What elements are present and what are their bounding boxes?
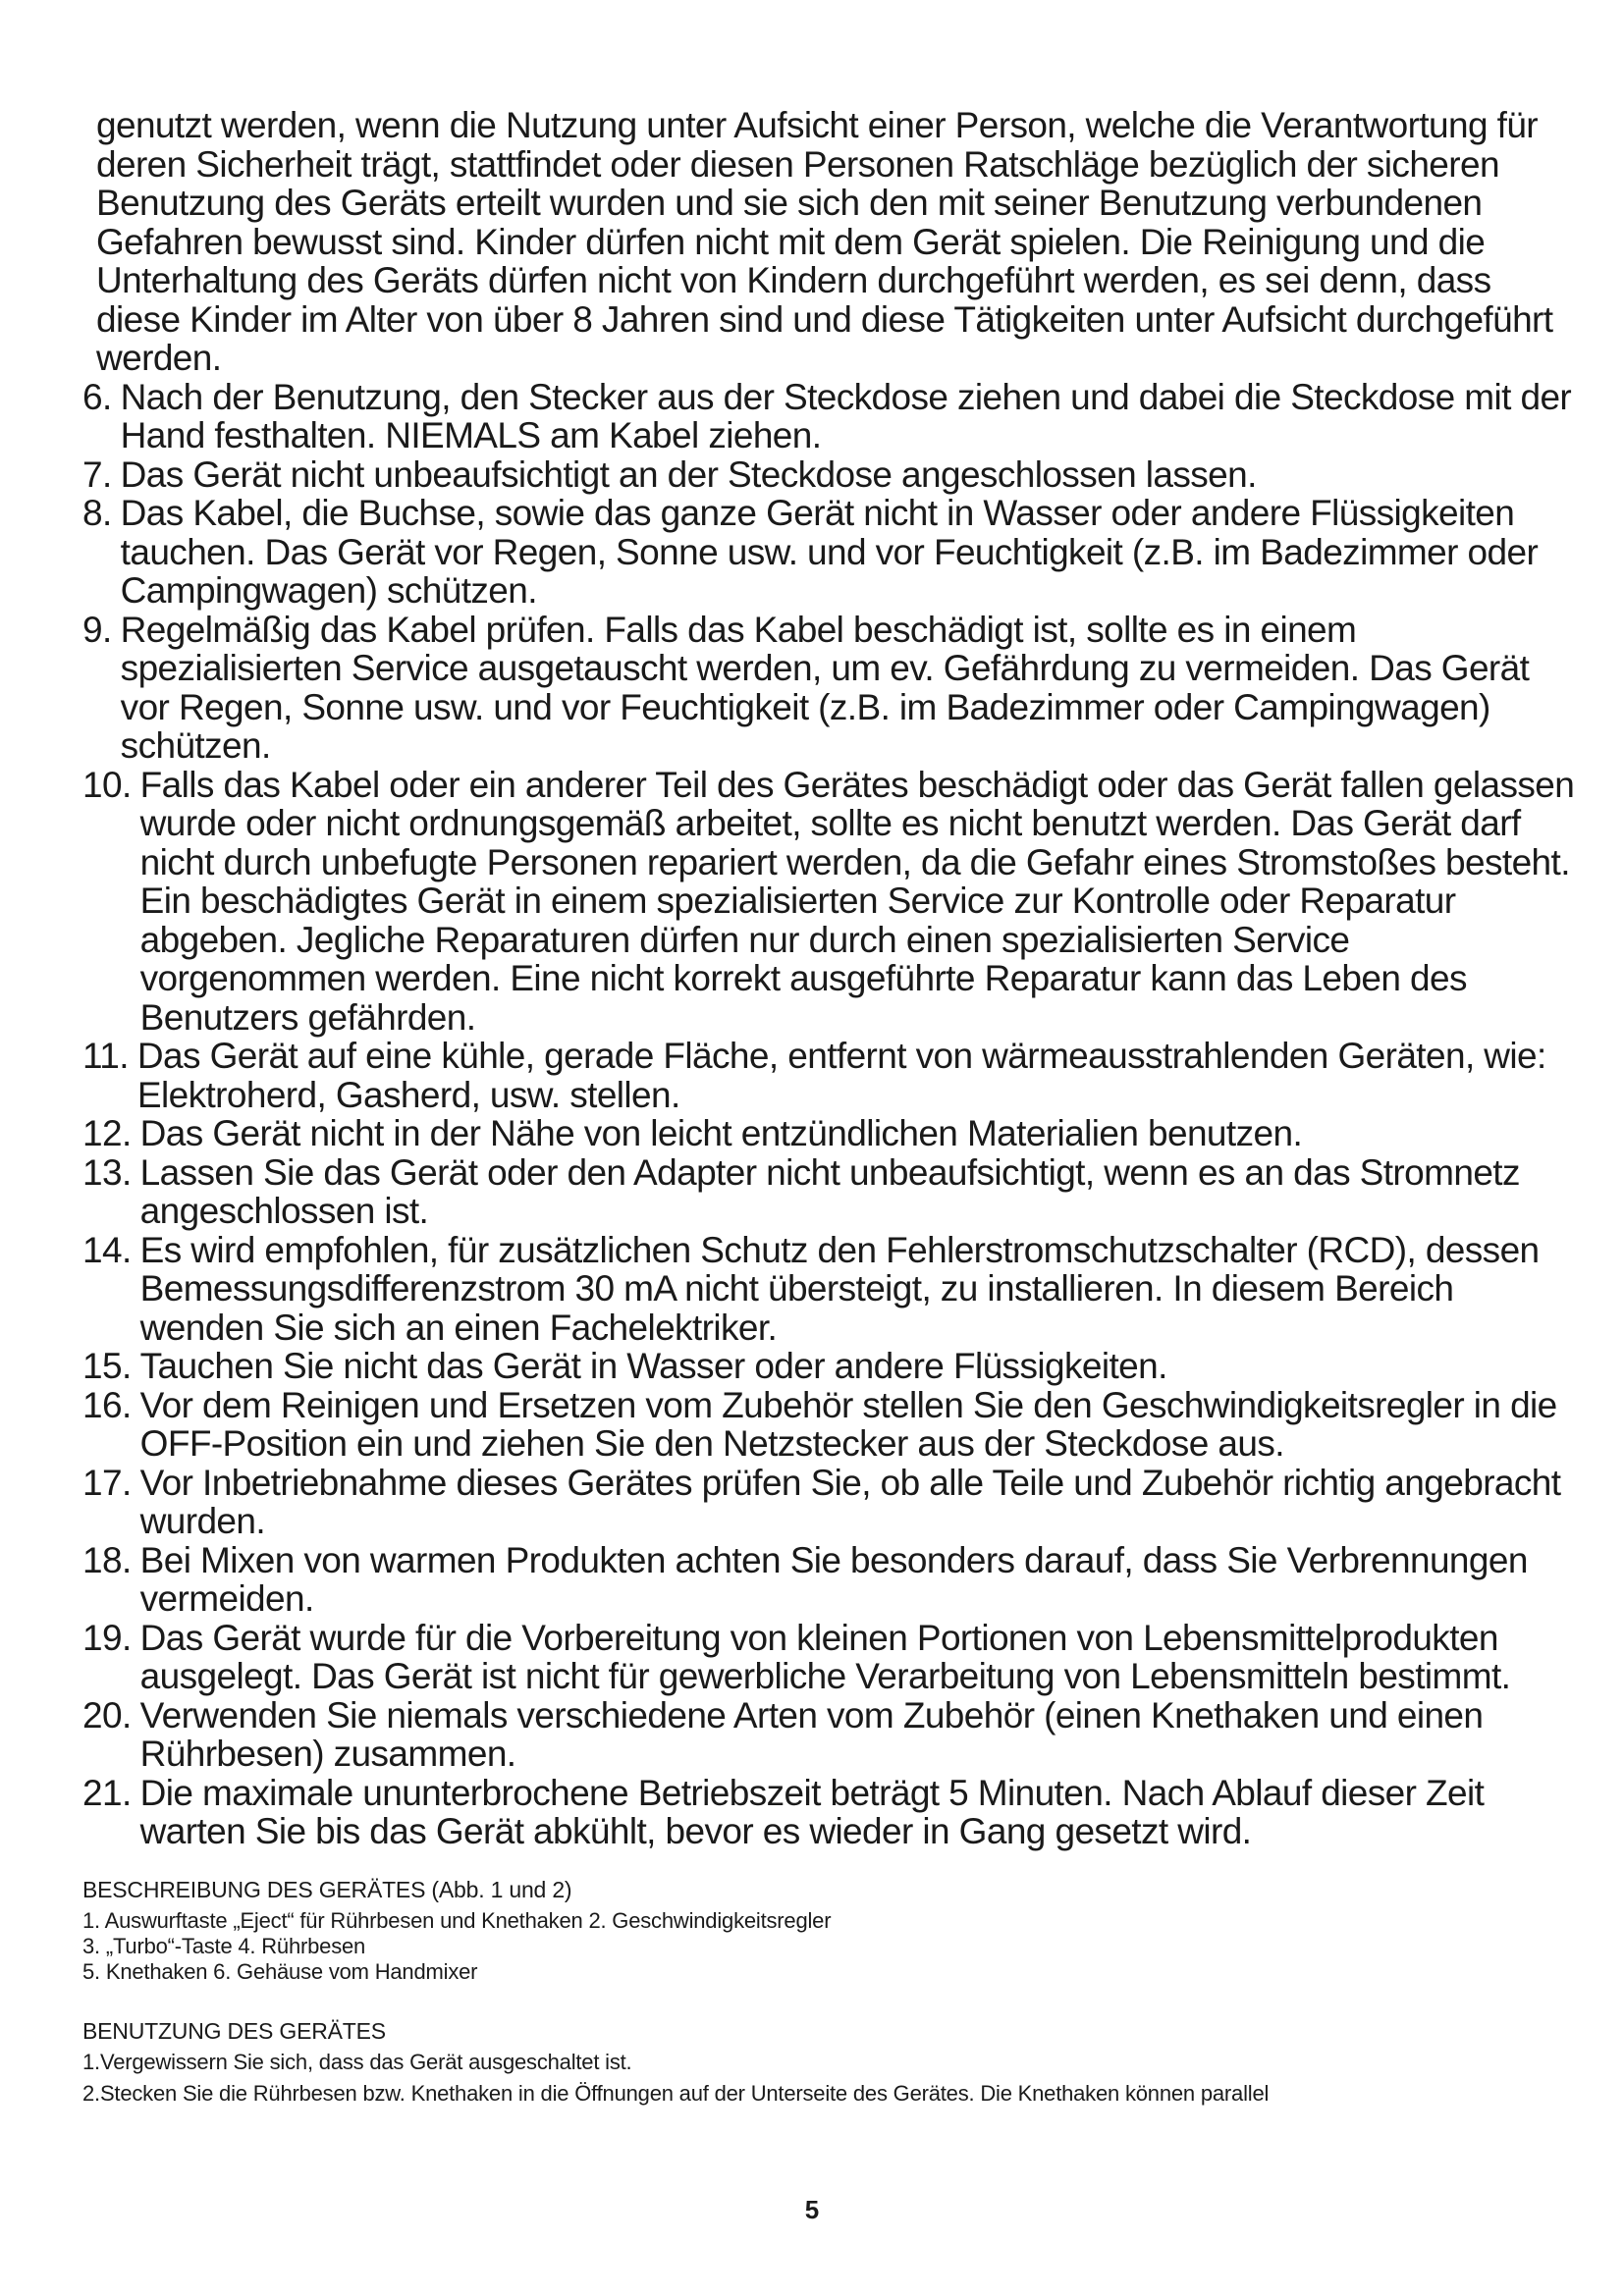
- item-text: Regelmäßig das Kabel prüfen. Falls das Kabel beschädigt ist, sollte es in einem spezialisierten Service ausgetauscht werden, um ev. Gefährdung zu vermeiden. Das Gerät vor Regen, Sonne usw. und vor Feuchtigkeit (z.B. im Badezimmer oder Campingwagen) schützen.: [120, 609, 1530, 766]
- safety-item-13: [82, 1153, 1575, 1231]
- safety-instructions: [82, 106, 1575, 1851]
- item-number: 13.: [82, 1151, 132, 1193]
- item-number: 19.: [82, 1617, 132, 1658]
- safety-item-14: [82, 1231, 1575, 1348]
- item-text: Falls das Kabel oder ein anderer Teil des Gerätes beschädigt oder das Gerät fallen gelassen wurde oder nicht ordnungsgemäß arbeitet, sollte es nicht benutzt werden. Das Gerät darf nicht durch unbefugte Personen repariert werden, da die Gefahr eines Stromstoßes besteht. Ein beschädigtes Gerät in einem spezialisierten Service zur Kontrolle oder Reparatur abgeben. Jegliche Reparaturen dürfen nur durch einen spezialisierten Service vorgenommen werden. Eine nicht korrekt ausgeführte Reparatur kann das Leben des Benutzers gefährden.: [139, 764, 1575, 1038]
- safety-item-15: [82, 1347, 1575, 1386]
- item-text: Bei Mixen von warmen Produkten achten Sie besonders darauf, dass Sie Verbrennungen vermeiden.: [139, 1539, 1528, 1619]
- intro-paragraph: genutzt werden, wenn die Nutzung unter Aufsicht einer Person, welche die Verantwortung für deren Sicherheit trägt, stattfindet oder diesen Personen Ratschläge bezüglich der sicheren Benutzung des Geräts erteilt wurden und sie sich den mit seiner Benutzung verbundenen Gefahren bewusst sind. Kinder dürfen nicht mit dem Gerät spielen. Die Reinigung und die Unterhaltung des Geräts dürfen nicht von Kindern durchgeführt werden, es sei denn, dass diese Kinder im Alter von über 8 Jahren sind und diese Tätigkeiten unter Aufsicht durchgeführt werden.: [96, 105, 1553, 378]
- device-usage: [82, 2018, 1575, 2107]
- item-text: Vor Inbetriebnahme dieses Gerätes prüfen Sie, ob alle Teile und Zubehör richtig angebracht wurden.: [139, 1462, 1561, 1541]
- description-line-3: 5. Knethaken 6. Gehäuse vom Handmixer: [82, 1958, 478, 1984]
- item-number: 12.: [82, 1113, 132, 1153]
- safety-item-21: [82, 1774, 1575, 1851]
- item-text: Das Gerät nicht in der Nähe von leicht entzündlichen Materialien benutzen.: [139, 1113, 1303, 1153]
- item-text: Das Gerät auf eine kühle, gerade Fläche, entfernt von wärmeausstrahlenden Geräten, wie: Elektroherd, Gasherd, usw. stellen.: [136, 1036, 1546, 1115]
- safety-item-19: [82, 1619, 1575, 1696]
- description-line-1: 1. Auswurftaste „Eject“ für Rührbesen und Knethaken 2. Geschwindigkeitsregler: [82, 1907, 832, 1933]
- safety-item-12: [82, 1114, 1575, 1153]
- item-text: Tauchen Sie nicht das Gerät in Wasser oder andere Flüssigkeiten.: [139, 1346, 1167, 1386]
- safety-item-6: [82, 378, 1575, 455]
- safety-item-18: [82, 1541, 1575, 1619]
- safety-item-8: [82, 494, 1575, 611]
- safety-item-11: [82, 1037, 1575, 1114]
- safety-item-7: [82, 455, 1575, 495]
- safety-item-10: [82, 766, 1575, 1038]
- item-number: 18.: [82, 1539, 132, 1580]
- item-number: 7.: [82, 454, 112, 495]
- description-title: BESCHREIBUNG DES GERÄTES (Abb. 1 und 2): [82, 1876, 572, 1902]
- item-number: 8.: [82, 493, 112, 533]
- page-number: 5: [804, 2195, 820, 2224]
- usage-step-2: 2.Stecken Sie die Rührbesen bzw. Knethaken in die Öffnungen auf der Unterseite des Gerätes. Die Knethaken können parallel: [82, 2080, 1270, 2106]
- item-text: Lassen Sie das Gerät oder den Adapter nicht unbeaufsichtigt, wenn es an das Stromnetz angeschlossen ist.: [139, 1151, 1520, 1231]
- item-text: Es wird empfohlen, für zusätzlichen Schutz den Fehlerstromschutzschalter (RCD), dessen Bemessungsdifferenzstrom 30 mA nicht übersteigt, zu installieren. In diesem Bereich wenden Sie sich an einen Fachelektriker.: [139, 1229, 1540, 1348]
- item-text: Das Gerät wurde für die Vorbereitung von kleinen Portionen von Lebensmittelprodukten ausgelegt. Das Gerät ist nicht für gewerbliche Verarbeitung von Lebensmitteln bestimmt.: [139, 1617, 1511, 1696]
- item-number: 6.: [82, 376, 112, 417]
- item-number: 14.: [82, 1229, 132, 1270]
- safety-item-9: [82, 611, 1575, 766]
- item-text: Die maximale ununterbrochene Betriebszeit beträgt 5 Minuten. Nach Ablauf dieser Zeit warten Sie bis das Gerät abkühlt, bevor es wieder in Gang gesetzt wird.: [139, 1772, 1485, 1851]
- item-number: 15.: [82, 1346, 132, 1386]
- item-text: Das Kabel, die Buchse, sowie das ganze Gerät nicht in Wasser oder andere Flüssigkeiten tauchen. Das Gerät vor Regen, Sonne usw. und vor Feuchtigkeit (z.B. im Badezimmer oder Campingwagen) schützen.: [120, 493, 1539, 611]
- usage-step-1: 1.Vergewissern Sie sich, dass das Gerät ausgeschaltet ist.: [82, 2049, 632, 2074]
- device-description: [82, 1877, 1575, 1985]
- safety-item-17: [82, 1464, 1575, 1541]
- item-number: 16.: [82, 1384, 132, 1425]
- safety-item-20: [82, 1696, 1575, 1774]
- item-number: 21.: [82, 1772, 132, 1813]
- item-text: Vor dem Reinigen und Ersetzen vom Zubehör stellen Sie den Geschwindigkeitsregler in die OFF-Position ein und ziehen Sie den Netzstecker aus der Steckdose aus.: [139, 1384, 1557, 1464]
- item-number: 20.: [82, 1694, 132, 1735]
- description-line-2: 3. „Turbo“-Taste 4. Rührbesen: [82, 1933, 366, 1958]
- item-text: Nach der Benutzung, den Stecker aus der Steckdose ziehen und dabei die Steckdose mit der Hand festhalten. NIEMALS am Kabel ziehen.: [120, 376, 1572, 455]
- manual-page: [82, 106, 1575, 2112]
- item-text: Das Gerät nicht unbeaufsichtigt an der Steckdose angeschlossen lassen.: [120, 454, 1257, 495]
- usage-title: BENUTZUNG DES GERÄTES: [82, 2017, 386, 2044]
- safety-item-16: [82, 1386, 1575, 1464]
- item-number: 17.: [82, 1462, 132, 1503]
- item-text: Verwenden Sie niemals verschiedene Arten vom Zubehör (einen Knethaken und einen Rührbesen) zusammen.: [139, 1694, 1484, 1774]
- item-number: 9.: [82, 609, 112, 650]
- item-number: 11.: [82, 1036, 129, 1076]
- item-number: 10.: [82, 764, 132, 805]
